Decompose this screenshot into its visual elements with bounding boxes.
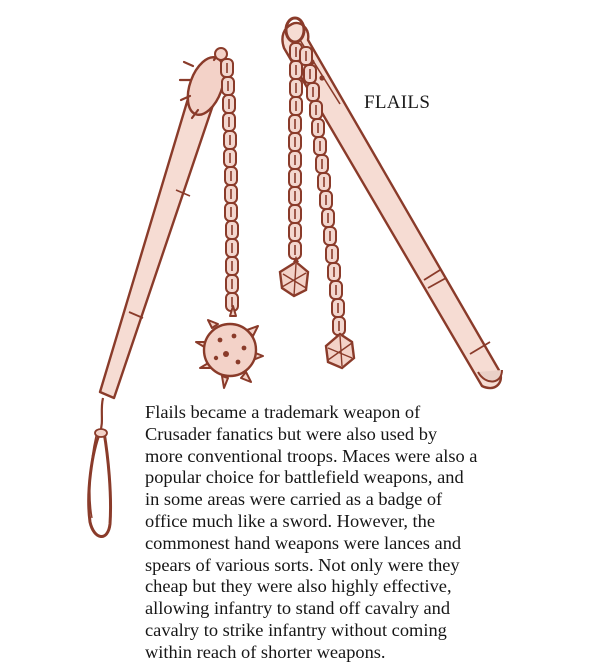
caption-line: in some areas were carried as a badge of [145, 489, 443, 510]
caption-line: popular choice for battlefield weapons, and [145, 467, 464, 488]
caption-line: spears of various sorts. Not only were they [145, 554, 460, 575]
star-weight-upper [280, 256, 308, 296]
caption-line: Flails became a trademark weapon of [145, 402, 421, 422]
caption-line: allowing infantry to stand off cavalry and [145, 598, 451, 619]
caption-line: cavalry to strike infantry without coming [145, 619, 447, 640]
caption-line: commonest hand weapons were lances and [145, 532, 462, 553]
caption-line: more conventional troops. Maces were also a [145, 445, 478, 466]
star-weight-lower [326, 334, 354, 368]
left-chain [221, 59, 238, 311]
spiked-ball [196, 306, 263, 388]
caption-line: Crusader fanatics but were also used by [145, 423, 438, 444]
caption-line: cheap but they were also highly effective, [145, 576, 452, 597]
page-title: FLAILS [364, 92, 431, 113]
caption-line: office much like a sword. However, the [145, 510, 436, 531]
caption-line: within reach of shorter weapons. [145, 641, 386, 662]
caption-paragraph [145, 402, 595, 664]
